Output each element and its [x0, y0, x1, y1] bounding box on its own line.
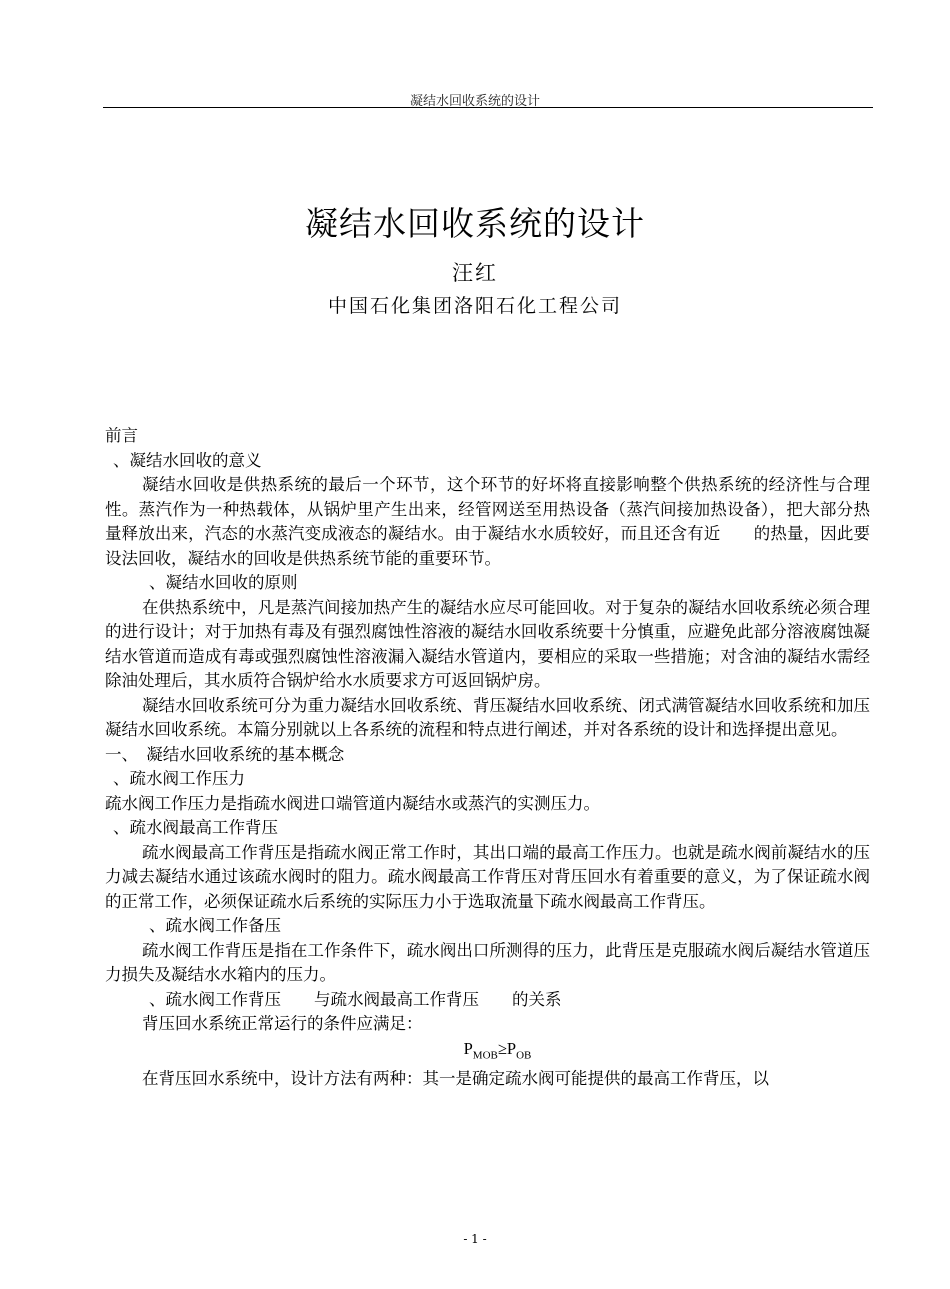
section-heading-preface: 前言 [105, 426, 138, 445]
paragraph: 凝结水回收是供热系统的最后一个环节，这个环节的好坏将直接影响整个供热系统的经济性与合理性。蒸汽作为一种热载体，从锅炉里产生出来，经管网送至用热设备（蒸汽间接加热设备），把大部分热量释放出来，汽态的水蒸汽变成液态的凝结水。由于凝结水水质较好，而且还含有近 的热量，因此要设法回收，凝结水的回收是供热系统节能的重要环节。 [105, 475, 870, 568]
paragraph: 疏水阀工作背压是指在工作条件下，疏水阀出口所测得的压力，此背压是克服疏水阀后凝结水管道压力损失及凝结水水箱内的压力。 [105, 940, 870, 984]
equation-symbol: P [463, 1038, 473, 1058]
paragraph: 背压回水系统正常运行的条件应满足： [142, 1014, 423, 1033]
paragraph: 凝结水回收系统可分为重力凝结水回收系统、背压凝结水回收系统、闭式满管凝结水回收系统和加压凝结水回收系统。本篇分别就以上各系统的流程和特点进行阐述，并对各系统的设计和选择提出意见。 [105, 695, 870, 739]
paragraph: 疏水阀工作压力是指疏水阀进口端管道内凝结水或蒸汽的实测压力。 [105, 793, 600, 813]
affiliation: 中国石化集团洛阳石化工程公司 [327, 295, 622, 317]
subsection-heading: 、疏水阀工作背压 与疏水阀最高工作背压 的关系 [149, 989, 562, 1009]
author: 汪红 [452, 261, 498, 285]
running-header: 凝结水回收系统的设计 [409, 94, 540, 109]
subsection-heading: 、疏水阀最高工作背压 [113, 818, 278, 837]
document-body [105, 424, 870, 1092]
subsection-heading: 、凝结水回收的意义 [113, 450, 262, 470]
equation-subscript: MOB [472, 1048, 498, 1061]
subsection-heading: 、凝结水回收的原则 [149, 573, 298, 592]
equation-subscript: OB [516, 1048, 532, 1061]
paragraph: 在背压回水系统中，设计方法有两种：其一是确定疏水阀可能提供的最高工作背压，以 [142, 1069, 769, 1089]
page-number: - 1 - [463, 1232, 487, 1246]
section-heading: 一、 凝结水回收系统的基本概念 [105, 744, 345, 764]
subsection-heading: 、疏水阀工作备压 [149, 916, 281, 935]
equation-operator: ≥P [497, 1038, 517, 1058]
paragraph: 疏水阀最高工作背压是指疏水阀正常工作时，其出口端的最高工作压力。也就是疏水阀前凝结水的压力减去凝结水通过该疏水阀时的阻力。疏水阀最高工作背压对背压回水有着重要的意义，为了保证疏水阀的正常工作，必须保证疏水后系统的实际压力小于选取流量下疏水阀最高工作背压。 [105, 842, 870, 911]
equation [105, 1037, 870, 1068]
paragraph: 在供热系统中，凡是蒸汽间接加热产生的凝结水应尽可能回收。对于复杂的凝结水回收系统必须合理的进行设计；对于加热有毒及有强烈腐蚀性溶液的凝结水回收系统要十分慎重，应避免此部分溶液腐蚀凝结水管道而造成有毒或强烈腐蚀性溶液漏入凝结水管道内，要相应的采取一些措施；对含油的凝结水需经除油处理后，其水质符合锅炉给水水质要求方可返回锅炉房。 [105, 597, 870, 690]
document-title: 凝结水回收系统的设计 [305, 204, 645, 243]
header-rule [103, 107, 873, 108]
subsection-heading: 、疏水阀工作压力 [113, 769, 245, 788]
